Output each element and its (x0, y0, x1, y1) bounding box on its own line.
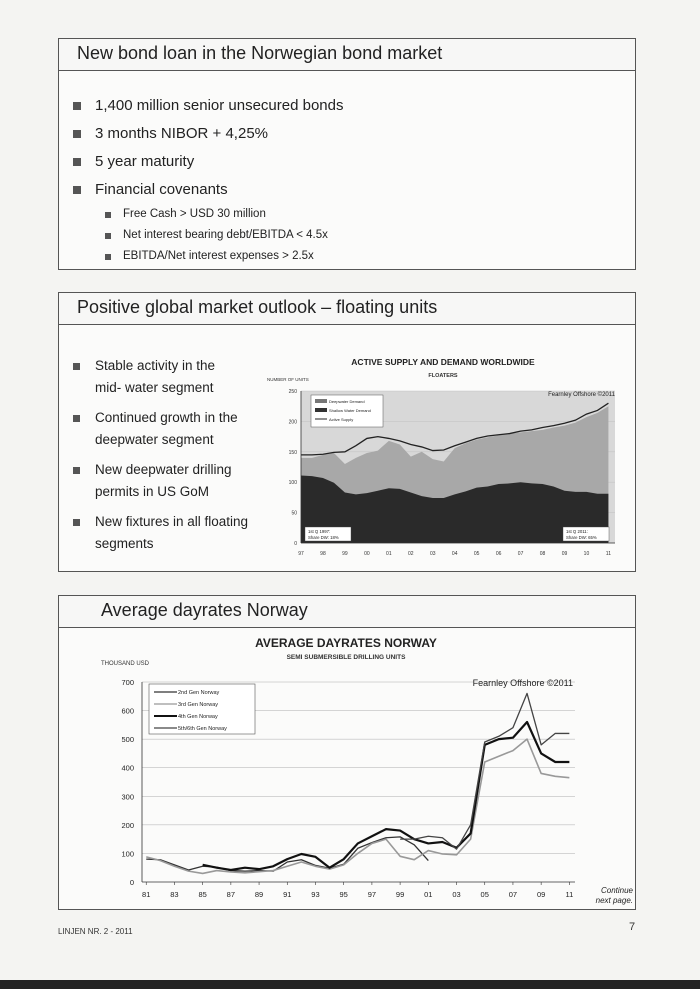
brand-logo: Fearnley Offshore ©2011 (548, 392, 615, 398)
x-tick-label: 03 (429, 551, 436, 557)
x-tick-label: 10 (583, 551, 590, 557)
x-tick-label: 89 (254, 890, 264, 899)
bullet-deepwater (95, 407, 270, 451)
panel-title-bond-loan: New bond loan in the Norwegian bond market (59, 39, 635, 71)
x-tick-label: 01 (386, 551, 392, 557)
supply-demand-chart (267, 351, 627, 571)
x-tick-label: 99 (342, 551, 348, 557)
brand-logo: Fearnley Offshore ©2011 (472, 678, 573, 688)
x-tick-label: 07 (508, 890, 518, 899)
y-tick-label: 700 (121, 678, 134, 687)
annotation-1997 (305, 527, 351, 541)
x-tick-label: 97 (298, 551, 304, 557)
x-tick-label: 07 (517, 551, 524, 557)
chart-title: AVERAGE DAYRATES NORWAY (255, 636, 437, 650)
x-tick-label: 93 (311, 890, 320, 899)
page-number: 7 (629, 921, 636, 933)
continue-text: next page. (595, 896, 633, 905)
bond-loan-panel (58, 38, 636, 270)
legend-label: Shallow Water Demand (329, 408, 371, 413)
x-tick-label: 83 (170, 890, 179, 899)
y-tick-label: 100 (288, 480, 297, 487)
x-tick-label: 87 (226, 890, 236, 899)
sub-bullet-free-cash: Free Cash > USD 30 million (123, 208, 266, 220)
bullet-line: deepwater segment (95, 432, 214, 447)
annotation-2011 (563, 527, 609, 541)
bullet-line: Continued growth in the (95, 410, 238, 425)
x-tick-label: 06 (495, 551, 502, 557)
panel-title-market-outlook: Positive global market outlook – floating units (59, 293, 635, 325)
x-tick-label: 03 (452, 890, 461, 899)
series-5th-6th-gen-line (400, 693, 569, 849)
bullet-line: segments (95, 536, 154, 551)
y-tick-label: 100 (121, 849, 134, 859)
market-outlook-panel (58, 292, 636, 572)
legend-label: 2nd Gen Norway (178, 690, 220, 696)
annotation-text: Share DW: 18% (308, 535, 339, 540)
chart-subtitle: SEMI SUBMERSIBLE DRILLING UNITS (286, 654, 406, 661)
footer-publication: LINJEN NR. 2 - 2011 (58, 927, 133, 936)
chart-subtitle: FLOATERS (428, 373, 458, 379)
annotation-text: 1st Q 2011: (566, 529, 588, 534)
bullet-bonds: 1,400 million senior unsecured bonds (95, 97, 344, 114)
bullet-line: Stable activity in the (95, 358, 216, 373)
x-tick-label: 11 (605, 551, 612, 557)
x-tick-label: 04 (451, 551, 458, 557)
bullet-covenants: Financial covenants (95, 181, 228, 198)
y-tick-label: 500 (121, 735, 134, 745)
x-tick-label: 01 (424, 890, 433, 899)
x-tick-label: 02 (408, 551, 414, 557)
y-axis-label: NUMBER OF UNITS (267, 377, 309, 382)
sub-bullet-debt-ebitda: Net interest bearing debt/EBITDA < 4.5x (123, 229, 328, 241)
legend-label: Deepwater Demand (329, 399, 365, 404)
x-tick-label: 09 (536, 890, 546, 899)
bullet-permits (95, 459, 270, 503)
y-tick-label: 200 (121, 820, 134, 830)
legend-label: Active Supply (329, 417, 354, 422)
annotation-text: Share DW: 65% (566, 535, 597, 540)
x-tick-label: 05 (480, 890, 489, 899)
legend-label: 5th/6th Gen Norway (178, 726, 227, 732)
bullet-line: permits in US GoM (95, 484, 210, 499)
y-tick-label: 250 (288, 389, 297, 395)
x-tick-label: 00 (364, 551, 370, 557)
x-tick-label: 11 (565, 890, 574, 899)
dayrates-chart (59, 632, 635, 910)
y-axis-label: THOUSAND USD (101, 661, 150, 667)
legend-label: 3rd Gen Norway (178, 702, 219, 708)
dayrates-panel (58, 595, 636, 910)
x-tick-label: 99 (395, 890, 405, 899)
legend (149, 684, 255, 734)
x-tick-label: 98 (320, 551, 326, 557)
x-tick-label: 81 (142, 890, 151, 899)
annotation-text: 1st Q 1997: (308, 529, 331, 534)
bullet-nibor: 3 months NIBOR + 4,25% (95, 125, 268, 142)
bullet-line: New fixtures in all floating (95, 514, 249, 529)
x-tick-label: 05 (473, 551, 480, 557)
x-tick-label: 91 (283, 890, 292, 899)
y-tick-label: 0 (294, 541, 297, 547)
sub-bullet-ebitda-interest: EBITDA/Net interest expenses > 2.5x (123, 250, 314, 262)
continue-text: Continue (600, 886, 633, 895)
x-tick-label: 09 (561, 551, 568, 557)
legend-label: 4th Gen Norway (178, 714, 218, 720)
y-tick-label: 300 (121, 792, 134, 802)
bullet-line: New deepwater drilling (95, 462, 232, 477)
bullet-fixtures (95, 511, 270, 555)
bullet-midwater (95, 355, 270, 399)
bullet-line: mid- water segment (95, 380, 214, 395)
x-tick-label: 85 (198, 890, 207, 899)
y-tick-label: 200 (288, 419, 297, 426)
y-tick-label: 400 (121, 763, 134, 773)
series-4th-gen-line (203, 722, 570, 870)
x-tick-label: 08 (539, 551, 546, 557)
panel-title-dayrates: Average dayrates Norway (59, 596, 635, 628)
x-tick-label: 97 (367, 890, 377, 899)
y-tick-label: 0 (129, 878, 134, 887)
y-tick-label: 50 (291, 510, 297, 517)
x-tick-label: 95 (339, 890, 348, 899)
y-tick-label: 600 (121, 706, 134, 716)
y-tick-label: 150 (288, 449, 297, 456)
bottom-bar (0, 980, 700, 989)
bullet-maturity: 5 year maturity (95, 153, 195, 170)
chart-title: ACTIVE SUPPLY AND DEMAND WORLDWIDE (351, 357, 535, 367)
legend (311, 395, 383, 427)
